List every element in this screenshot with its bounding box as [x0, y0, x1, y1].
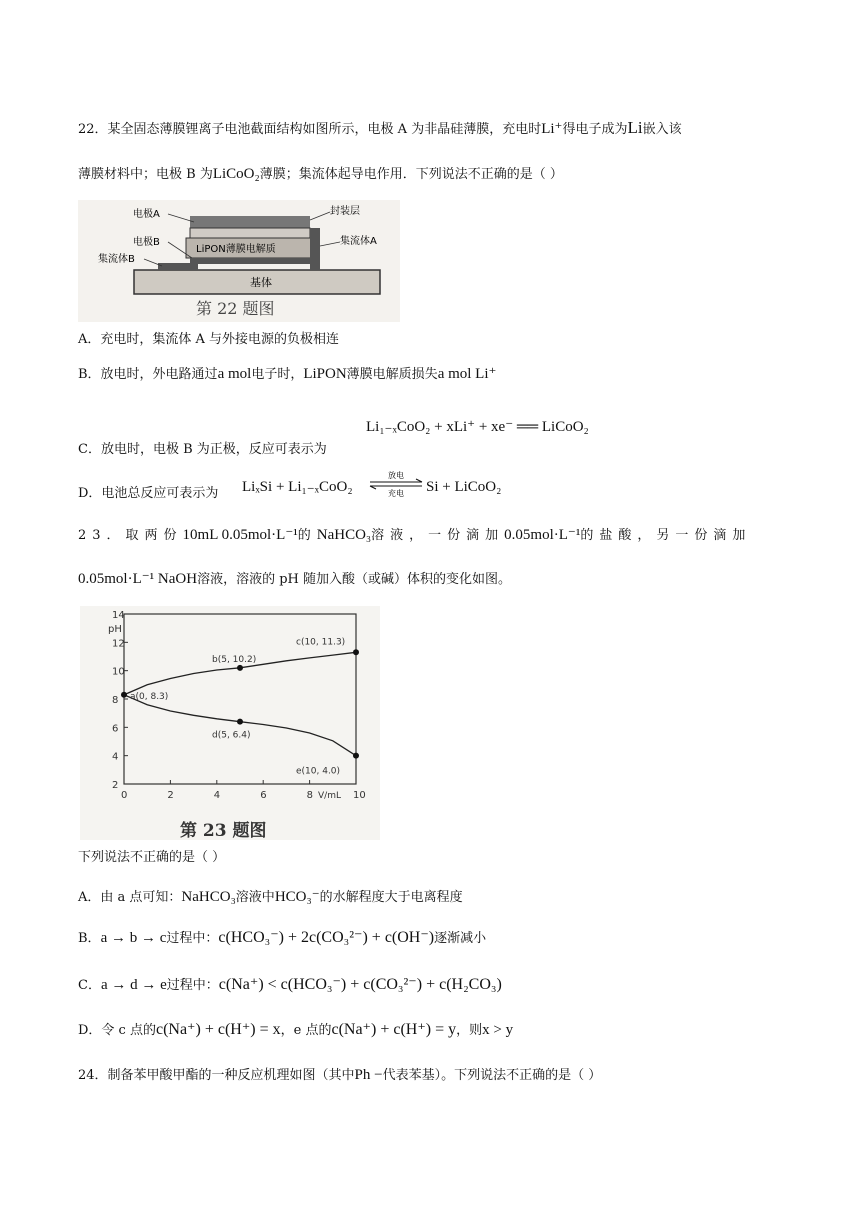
q22-stem-line2 — [78, 165, 563, 183]
collector-b-block — [158, 263, 198, 270]
q23-optc-text-b: 过程中： — [166, 978, 219, 993]
label-collector-b: 集流体B — [98, 254, 135, 265]
q23-stem-d: 的盐酸，另一份滴加 — [580, 528, 752, 543]
q22-optb-text-b: 电子时， — [251, 367, 304, 382]
q23-optc-expr: c(Na⁺) < c(HCO₃⁻) + c(CO₃²⁻) + c(H₂CO₃) — [218, 976, 502, 993]
q23-optb-expr: c(HCO₃⁻) + 2c(CO₃²⁻) + c(OH⁻) — [218, 929, 435, 946]
q23-optd-cmp: x > y — [482, 1022, 514, 1038]
q23-nahco3: NaHCO₃ — [316, 527, 372, 543]
q23-stem-c: 溶液，一份滴加 — [371, 528, 505, 543]
x-tick-label: 10 — [353, 790, 366, 801]
q22-stem-b: 得电子成为 — [562, 122, 628, 137]
q22-optb-loss: a mol Li⁺ — [437, 366, 497, 382]
q23-ph-chart — [80, 606, 380, 840]
q23-opta-text-c: 的水解程度大于电离程度 — [319, 890, 463, 905]
q22-option-a: A．充电时，集流体 A 与外接电源的负极相连 — [78, 332, 340, 347]
q22-stem-a: 22．某全固态薄膜锂离子电池截面结构如图所示，电极 A 为非晶硅薄膜，充电时 — [78, 122, 542, 137]
q23-optb-path: a → b → c — [100, 930, 167, 946]
q23-option-d — [78, 1020, 513, 1039]
q23-vol: 10mL 0.05mol·L⁻¹ — [182, 527, 298, 543]
q24-stem-b: 代表苯基）。下列说法不正确的是（ ） — [382, 1068, 602, 1083]
label-sealing: 封装层 — [330, 206, 360, 217]
data-point — [353, 753, 359, 759]
y-tick-label: 2 — [112, 780, 119, 791]
q23-optc-path: a → d → e — [100, 977, 167, 993]
q23-option-c — [78, 975, 502, 994]
q22-figure-caption: 第 22 题图 — [196, 299, 275, 318]
q24-stem — [78, 1066, 601, 1084]
label-electrode-a: 电极A — [133, 209, 160, 220]
label-electrolyte: LiPON薄膜电解质 — [196, 244, 276, 255]
q23-stem-line2 — [78, 570, 511, 588]
y-tick-label: 6 — [112, 723, 119, 735]
q22-li: Li — [627, 118, 643, 137]
q23-optb-text-a: B． — [78, 931, 101, 946]
data-point-label: b(5, 10.2) — [212, 654, 257, 665]
q23-stem-e: 溶液，溶液的 pH 随加入酸（或碱）体积的变化如图。 — [197, 572, 511, 587]
q22-stem-d: 薄膜材料中；电极 B 为 — [78, 167, 213, 182]
q23-chart-caption: 第 23 题图 — [180, 821, 267, 840]
q23-optd-text-c: ，则 — [456, 1023, 483, 1038]
data-point-label: d(5, 6.4) — [212, 730, 251, 741]
q24-ph: Ph − — [354, 1067, 383, 1083]
q22-optd-right: Si + LiCoO₂ — [426, 479, 502, 495]
q22-optb-text-a: B．放电时，外电路通过 — [78, 367, 218, 382]
q23-option-a — [78, 888, 463, 906]
q23-question: 下列说法不正确的是（ ） — [78, 850, 226, 865]
electrode-b-layer — [190, 258, 310, 264]
x-tick-label: 4 — [213, 790, 221, 801]
q23-opta-hco3: HCO₃⁻ — [274, 889, 320, 905]
q23-option-b — [78, 928, 486, 947]
q23-optd-text-b: ，e 点的 — [280, 1023, 332, 1038]
q23-optb-text-b: 过程中： — [166, 931, 219, 946]
q23-optd-y: c(Na⁺) + c(H⁺) = y — [331, 1021, 457, 1038]
y-tick-label: 8 — [112, 695, 119, 706]
data-point — [237, 665, 243, 671]
x-tick-label: 0 — [121, 790, 128, 801]
q23-optc-text-a: C． — [78, 978, 101, 993]
y-tick-label: 14 — [112, 610, 125, 621]
q23-stem-b: 的 — [297, 528, 317, 543]
q22-optd-left: LiₓSi + Li₁₋ₓCoO₂ — [242, 479, 353, 495]
q22-optc-equation: Li₁₋ₓCoO₂ + xLi⁺ + xe⁻ ══ LiCoO₂ — [366, 419, 589, 435]
q23-opta-nahco3: NaHCO₃ — [181, 889, 236, 905]
q22-stem-e: 薄膜；集流体起导电作用．下列说法不正确的是（ ） — [259, 167, 563, 182]
y-tick-label: 10 — [112, 666, 125, 678]
q22-optb-text-c: 薄膜电解质损失 — [346, 367, 438, 382]
y-tick-label: 12 — [112, 638, 125, 650]
x-tick-label: 8 — [306, 790, 313, 801]
label-collector-a: 集流体A — [340, 236, 377, 247]
q23-opta-text-b: 溶液中 — [235, 890, 275, 905]
collector-a-block — [310, 228, 320, 270]
q23-naoh: 0.05mol·L⁻¹ NaOH — [78, 571, 198, 587]
q22-stem-line1 — [78, 118, 682, 138]
electrode-a-layer — [190, 228, 310, 238]
x-axis-label: V/mL — [318, 791, 341, 801]
q23-stem-a: 23．取两份 — [78, 528, 183, 543]
q23-opta-text-a: A．由 a 点可知： — [78, 890, 182, 905]
q22-optb-mol: a mol — [217, 366, 252, 382]
reversible-arrow-icon — [368, 470, 424, 498]
q22-optb-lipon: LiPON — [303, 366, 347, 382]
q22-battery-figure — [78, 200, 400, 322]
data-point — [237, 719, 243, 725]
q23-optd-x: c(Na⁺) + c(H⁺) = x — [155, 1021, 281, 1038]
q23-optd-text-a: D．令 c 点的 — [78, 1023, 156, 1038]
label-electrode-b: 电极B — [133, 237, 160, 248]
q22-licoo2: LiCoO₂ — [212, 166, 260, 182]
q22-optd-text: D．电池总反应可表示为 — [78, 486, 219, 501]
data-point — [121, 692, 127, 698]
q22-option-b — [78, 365, 496, 383]
q24-stem-a: 24．制备苯甲酸甲酯的一种反应机理如图（其中 — [78, 1068, 355, 1083]
q22-li-ion: Li⁺ — [541, 121, 563, 137]
data-point-label: c(10, 11.3) — [296, 637, 346, 648]
q23-optb-text-c: 逐渐减小 — [434, 931, 487, 946]
label-substrate: 基体 — [250, 276, 272, 289]
x-tick-label: 2 — [167, 790, 174, 801]
arrow-bottom-label: 充电 — [388, 489, 404, 498]
y-tick-label: 4 — [112, 751, 119, 763]
sealing-layer — [190, 216, 310, 228]
x-tick-label: 6 — [260, 790, 267, 801]
data-point-label: a(0, 8.3) — [130, 691, 169, 702]
q22-optc-text: C．放电时，电极 B 为正极，反应可表示为 — [78, 442, 327, 457]
q23-conc: 0.05mol·L⁻¹ — [504, 527, 581, 543]
q22-stem-c: 嵌入该 — [642, 122, 682, 137]
y-axis-label: pH — [108, 624, 122, 635]
arrow-top-label: 放电 — [388, 471, 404, 480]
data-point-label: e(10, 4.0) — [296, 766, 341, 777]
q23-stem-line1 — [78, 526, 751, 544]
data-point — [353, 649, 359, 655]
